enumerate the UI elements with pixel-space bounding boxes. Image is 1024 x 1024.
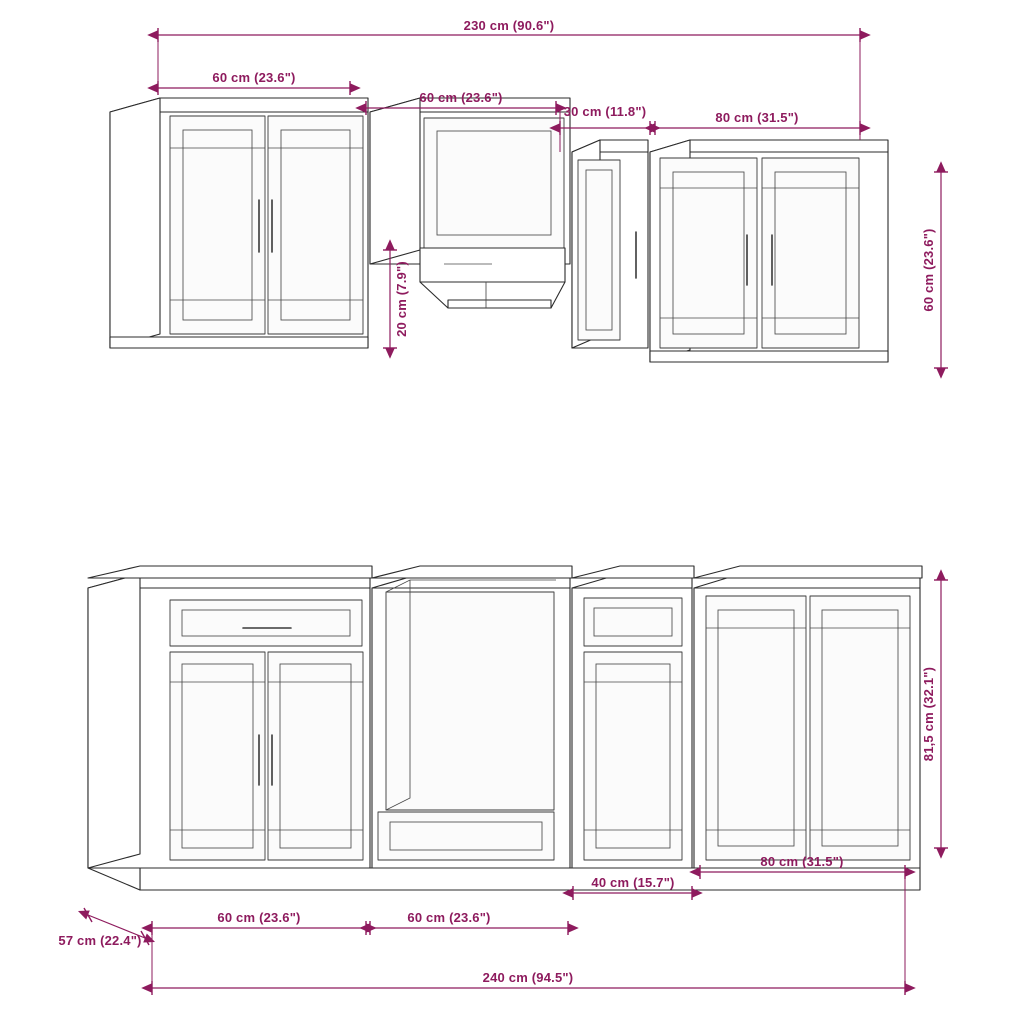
dim-upper-height <box>921 172 948 368</box>
dim-upper-30-label: 30 cm (11.8") <box>563 104 647 119</box>
dim-lower-80-label: 80 cm (31.5") <box>760 854 844 869</box>
dim-upper-overall-label: 230 cm (90.6") <box>463 18 555 33</box>
dim-upper-60-mid <box>366 90 556 115</box>
dim-lower-height <box>921 580 948 848</box>
dim-lower-60-mid-label: 60 cm (23.6") <box>407 910 491 925</box>
dim-lower-60-left-label: 60 cm (23.6") <box>217 910 301 925</box>
dim-upper-60-mid-label: 60 cm (23.6") <box>419 90 503 105</box>
dim-lower-height-label: 81,5 cm (32.1") <box>921 666 936 762</box>
dim-lower-depth-label: 57 cm (22.4") <box>58 933 142 948</box>
dim-upper-height-label: 60 cm (23.6") <box>921 228 936 312</box>
dim-lower-depth <box>58 908 149 948</box>
dim-upper-60-left <box>158 70 350 95</box>
dim-lower-60-mid <box>370 910 568 935</box>
dim-hood-height <box>383 250 409 348</box>
dim-lower-60-left <box>152 910 366 935</box>
dim-upper-30 <box>560 104 650 152</box>
dim-hood-height-label: 20 cm (7.9") <box>394 261 409 337</box>
dim-upper-80-label: 80 cm (31.5") <box>715 110 799 125</box>
dim-lower-overall-label: 240 cm (94.5") <box>482 970 574 985</box>
dim-upper-60-left-label: 60 cm (23.6") <box>212 70 296 85</box>
dim-lower-40-label: 40 cm (15.7") <box>591 875 675 890</box>
dim-lower-80 <box>700 854 905 879</box>
dim-lower-40 <box>573 875 692 900</box>
dim-upper-80 <box>655 110 860 135</box>
dim-lower-overall <box>152 872 905 995</box>
